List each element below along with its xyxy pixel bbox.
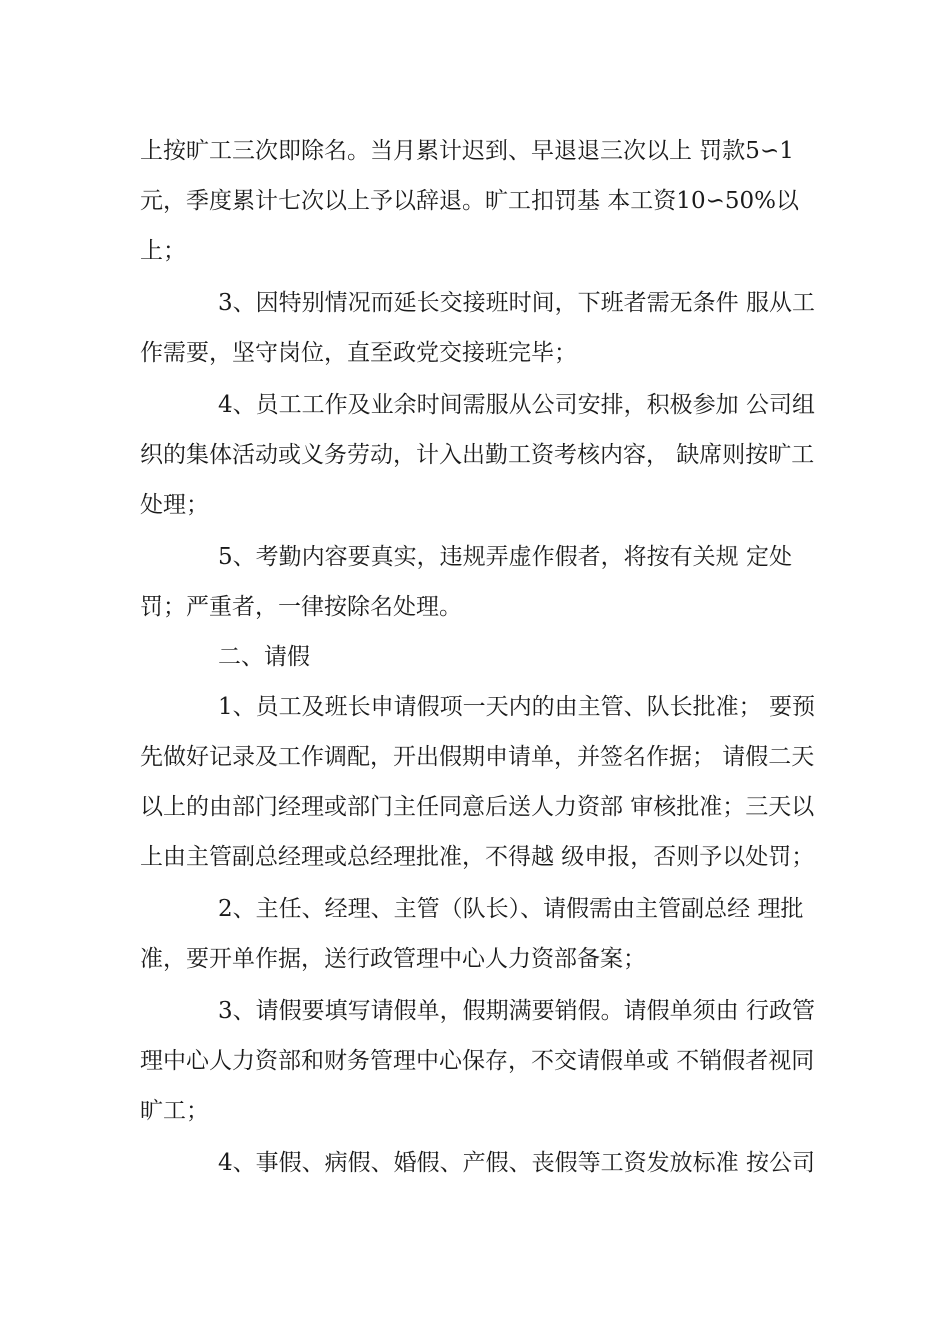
text-line: 旷工； [140,1098,209,1124]
text-line: 作需要，坚守岗位，直至政党交接班完毕； [140,340,577,366]
text-line: 上由主管副总经理或总经理批准，不得越 级申报，否则予以处罚； [140,844,815,870]
text-line: 理中心人力资部和财务管理中心保存，不交请假单或 不销假者视同 [140,1048,815,1074]
text-line: 2、主任、经理、主管（队长）、请假需由主管副总经 理批 [218,896,804,922]
text-line: 1、员工及班长申请假项一天内的由主管、队长批准； 要预 [218,694,815,720]
text-line: 4、员工工作及业余时间需服从公司安排，积极参加 公司组 [218,392,815,418]
text-line: 上； [140,238,186,264]
text-line: 上按旷工三次即除名。当月累计迟到、早退退三次以上 罚款5∽1 [140,138,794,164]
text-line: 先做好记录及工作调配，开出假期申请单，并签名作据； 请假二天 [140,744,815,770]
section-heading: 二、请假 [218,644,310,670]
text-line: 处理； [140,492,209,518]
text-line: 罚；严重者，一律按除名处理。 [140,594,462,620]
text-line: 3、请假要填写请假单，假期满要销假。请假单须由 行政管 [218,998,815,1024]
text-line: 5、考勤内容要真实，违规弄虚作假者，将按有关规 定处 [218,544,792,570]
text-line: 4、事假、病假、婚假、产假、丧假等工资发放标准 按公司 [218,1150,815,1176]
text-line: 3、因特别情况而延长交接班时间，下班者需无条件 服从工 [218,290,815,316]
text-line: 以上的由部门经理或部门主任同意后送人力资部 审核批准；三天以 [140,794,815,820]
text-line: 元，季度累计七次以上予以辞退。旷工扣罚基 本工资10∽50%以 [140,188,799,214]
text-line: 织的集体活动或义务劳动，计入出勤工资考核内容， 缺席则按旷工 [140,442,815,468]
text-line: 准，要开单作据，送行政管理中心人力资部备案； [140,946,646,972]
